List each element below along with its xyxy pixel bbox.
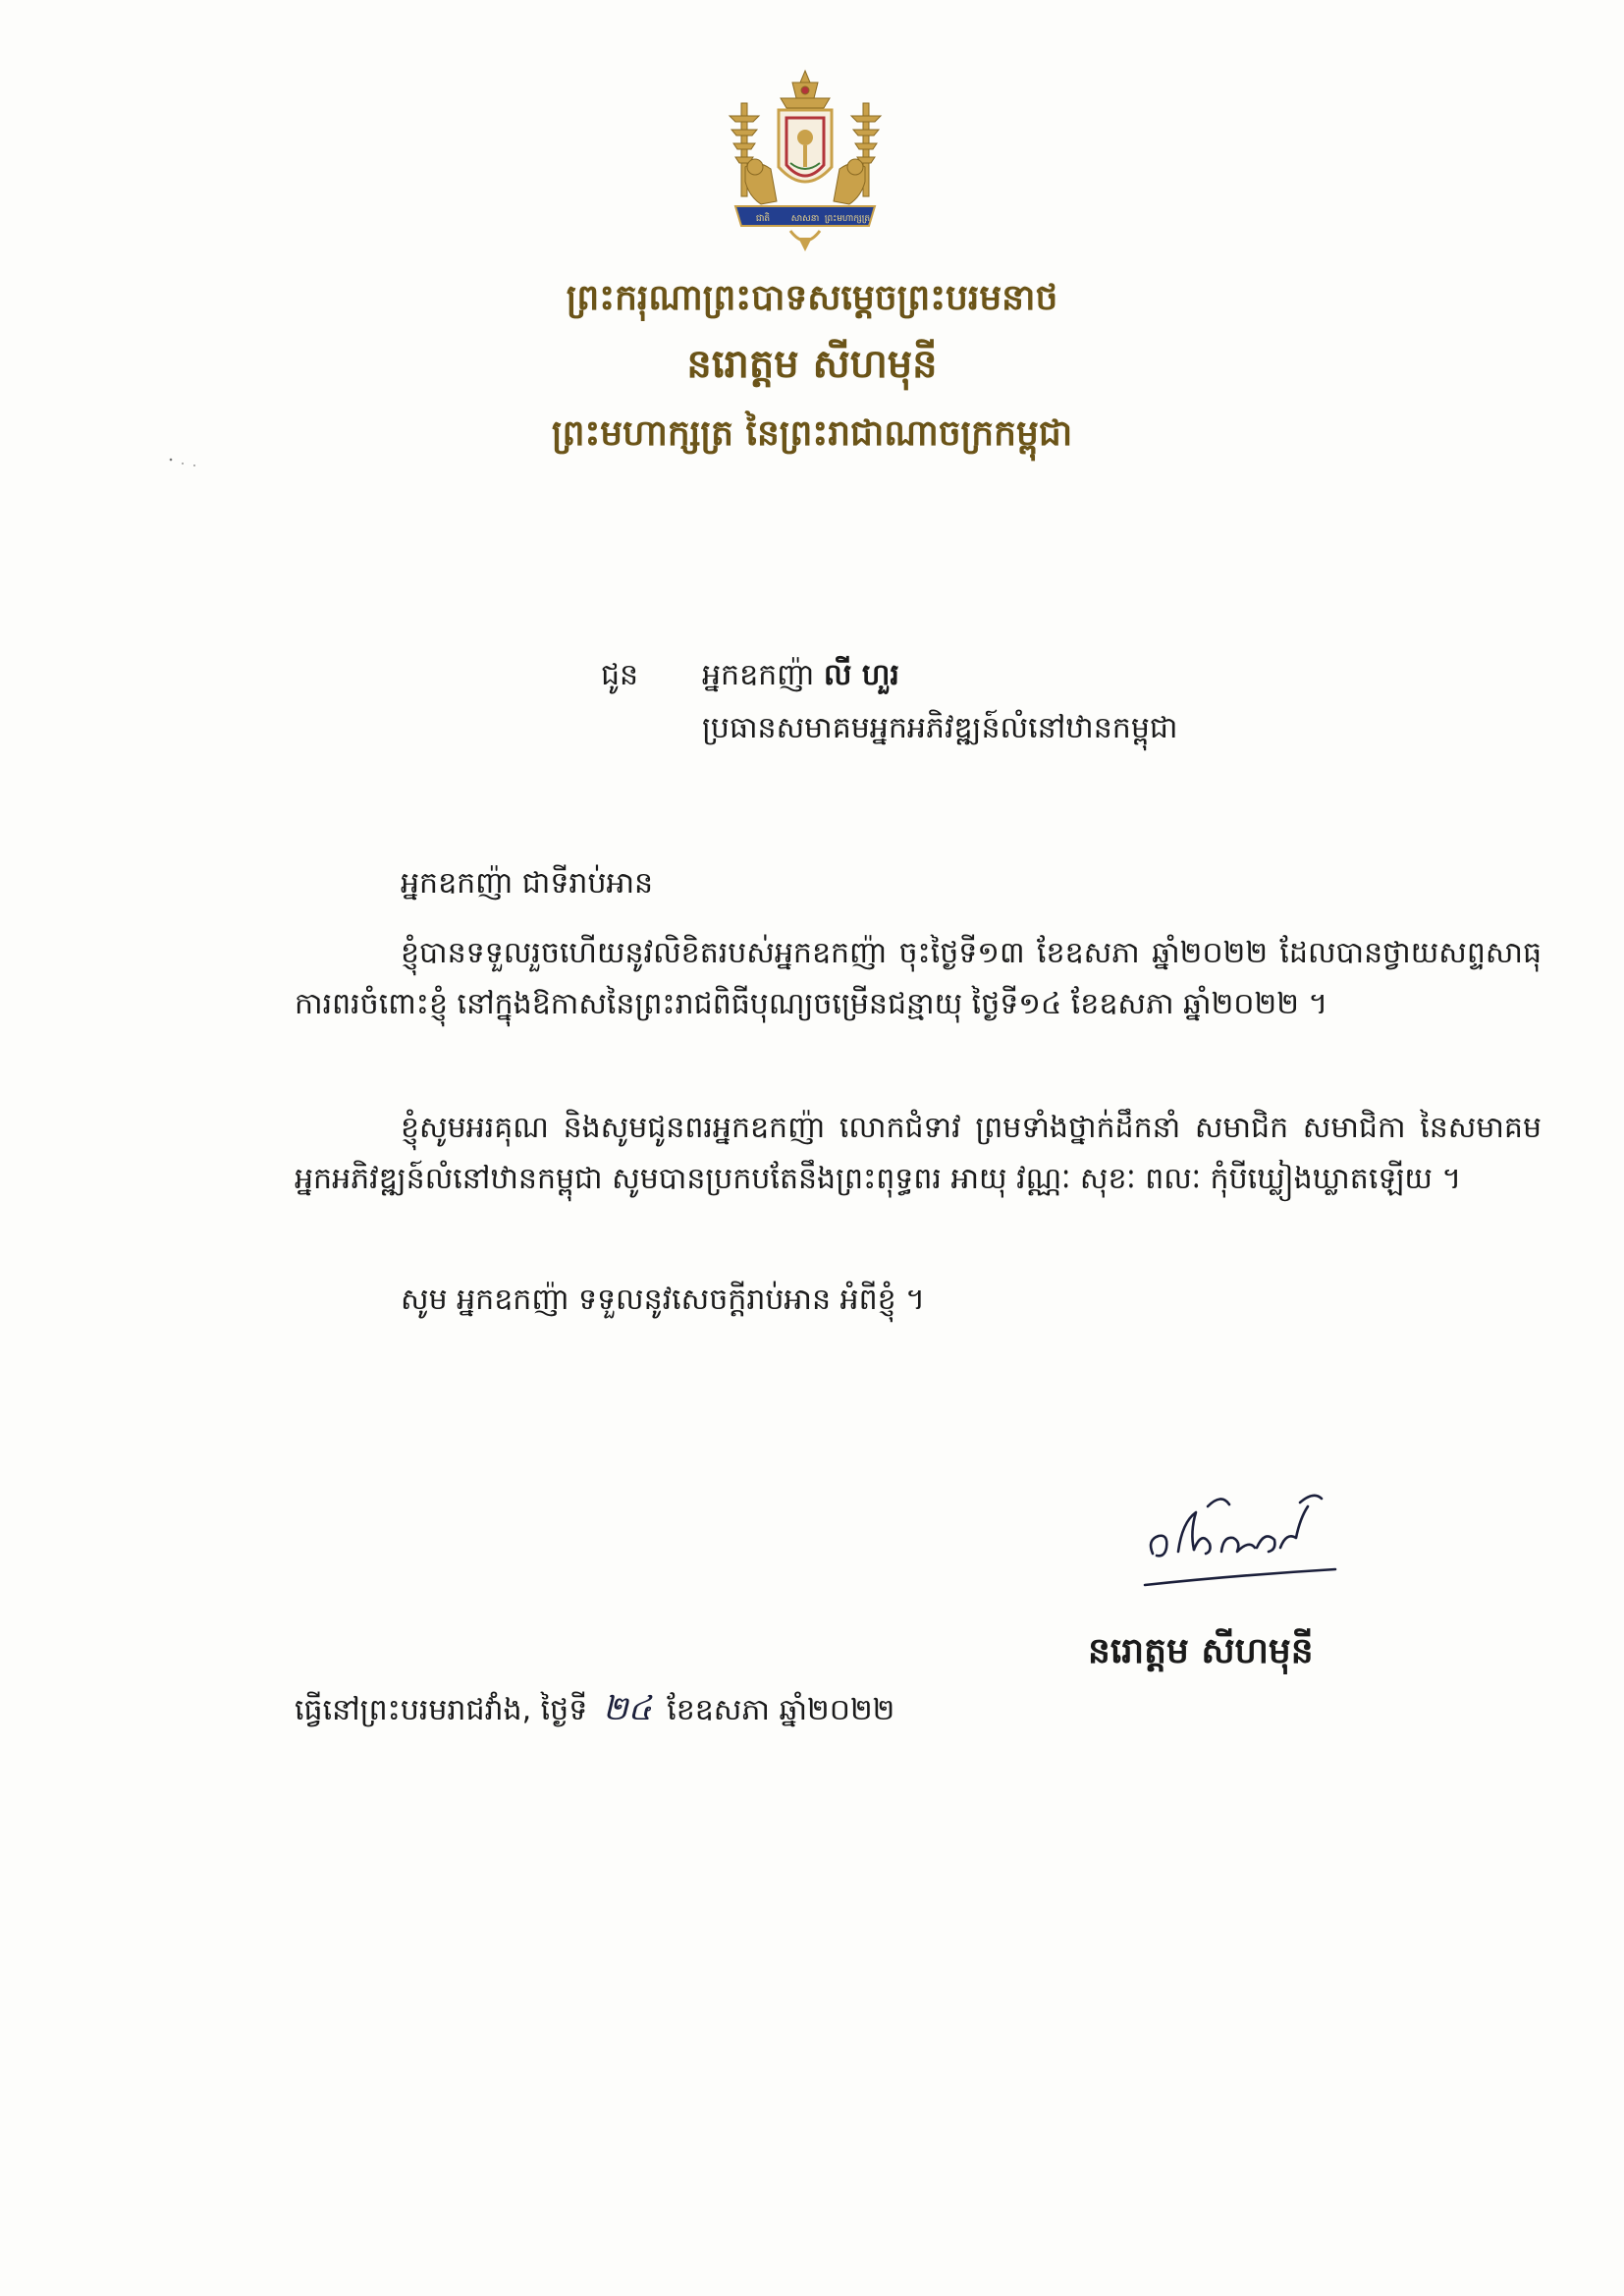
scan-speck-decoration bbox=[167, 452, 206, 471]
place-date-suffix: ខែឧសភា ឆ្នាំ២០២២ bbox=[667, 1693, 895, 1727]
addressee-honorific: អ្នកឧកញ៉ា bbox=[702, 658, 815, 692]
addressee-title: ប្រធានសមាគមអ្នកអភិវឌ្ឍន៍លំនៅឋានកម្ពុជា bbox=[702, 711, 1178, 745]
body-paragraph-3: សូម អ្នកឧកញ៉ា ទទួលនូវសេចក្តីរាប់អាន អំពីខ្ញុំ ។ bbox=[401, 1283, 925, 1317]
place-date-prefix: ធ្វើនៅព្រះបរមរាជវាំង, ថ្ងៃទី bbox=[295, 1693, 588, 1727]
salutation: អ្នកឧកញ៉ា ជាទីរាប់អាន bbox=[401, 866, 654, 901]
svg-text:ព្រះមហាក្សត្រ: ព្រះមហាក្សត្រ bbox=[824, 214, 871, 224]
handwritten-signature bbox=[1139, 1483, 1345, 1596]
addressee-name: លី ហួរ bbox=[823, 658, 899, 692]
place-and-date bbox=[295, 1687, 894, 1736]
addressee-label: ជូន bbox=[601, 658, 639, 692]
addressee-name-line bbox=[702, 656, 899, 699]
header-royal-title: ព្រះករុណាព្រះបាទសម្តេចព្រះបរមនាថ bbox=[566, 277, 1058, 318]
header-kingdom-title: ព្រះមហាក្សត្រ នៃព្រះរាជាណាចក្រកម្ពុជា bbox=[551, 412, 1073, 454]
svg-text:សាសនា: សាសនា bbox=[790, 214, 820, 224]
body-paragraph-1: ខ្ញុំបានទទួលរួចហើយនូវលិខិតរបស់អ្នកឧកញ៉ា ចុះថ្ងៃទី១៣ ខែឧសភា ឆ្នាំ២០២២ ដែលបានថ្វាយសព្ទសាធុការពរចំពោះខ្ញុំ នៅក្នុងឱកាសនៃព្រះរាជពិធីបុណ្យចម្រើនជន្មាយុ ថ្ងៃទី១៤ ខែឧសភា ឆ្នាំ២០២២ ។ bbox=[295, 936, 1542, 1021]
body-paragraph-2: ខ្ញុំសូមអរគុណ និងសូមជូនពរអ្នកឧកញ៉ា លោកជំទាវ ព្រមទាំងថ្នាក់ដឹកនាំ សមាជិក សមាជិកា នៃសមាគមអ្នកអភិវឌ្ឍន៍លំនៅឋានកម្ពុជា សូមបានប្រកបតែនឹងព្រះពុទ្ធពរ អាយុ វណ្ណៈ សុខៈ ពលៈ កុំបីឃ្លៀងឃ្លាតឡើយ ។ bbox=[295, 1111, 1542, 1196]
signer-name: នរោត្តម សីហមុនី bbox=[1088, 1630, 1314, 1671]
header-king-name: នរោត្តម សីហមុនី bbox=[686, 341, 938, 387]
royal-crest-emblem bbox=[722, 69, 889, 255]
svg-text:ជាតិ: ជាតិ bbox=[755, 214, 771, 224]
handwritten-day: ២៤ bbox=[602, 1689, 652, 1728]
